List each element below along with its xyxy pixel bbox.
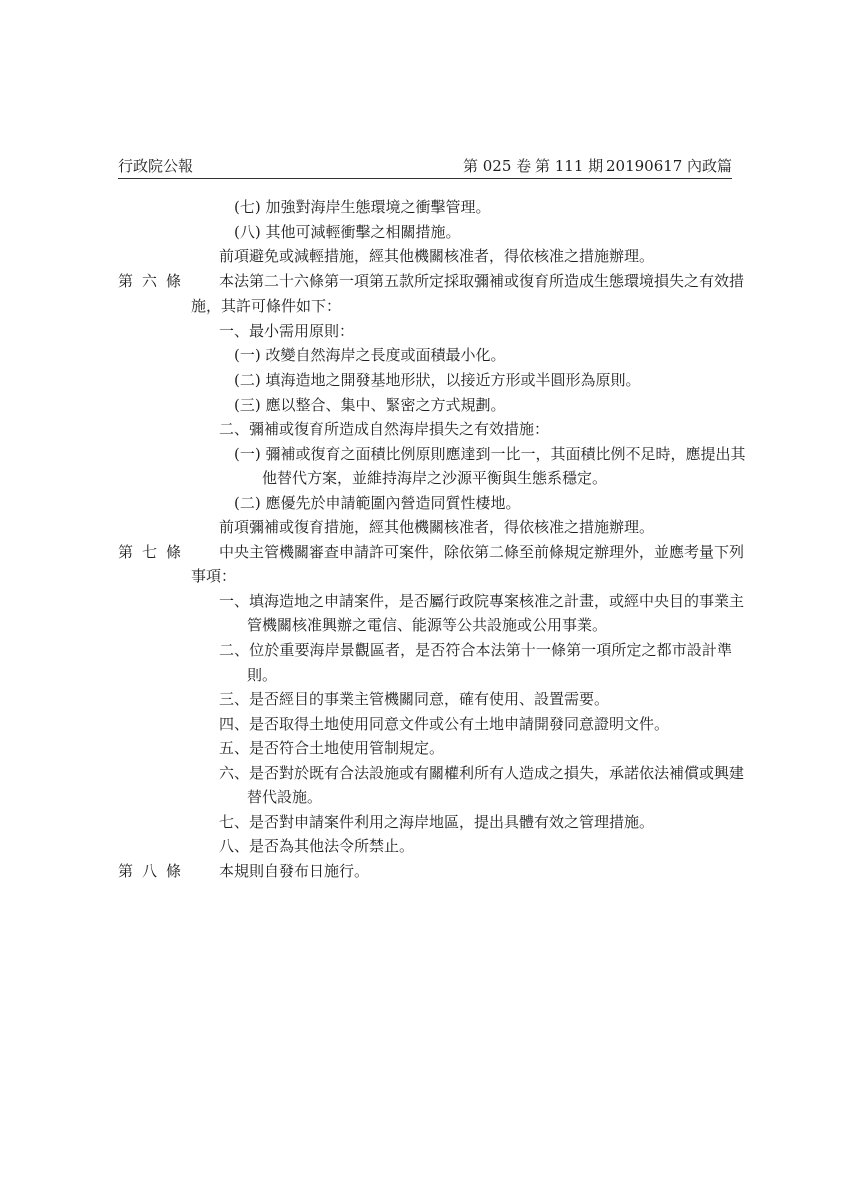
review-item-5: 五、是否符合土地使用管制規定。	[219, 739, 445, 757]
publication-date: 20190617	[606, 157, 683, 175]
item-7-strengthen-management: (七) 加強對海岸生態環境之衝擊管理。	[234, 198, 491, 216]
review-item-3: 三、是否經目的事業主管機關同意，確有使用、設置需要。	[219, 690, 610, 708]
article-6-text: 本法第二十六條第一項第五款所定採取彌補或復育所造成生態環境損失之有效措	[219, 272, 745, 290]
review-item-4: 四、是否取得土地使用同意文件或公有土地申請開發同意證明文件。	[219, 715, 670, 733]
article-8-text: 本規則自發布日施行。	[219, 862, 370, 880]
review-item-6-cont: 替代設施。	[247, 788, 323, 806]
principle-1-heading: 一、最小需用原則：	[219, 322, 355, 340]
review-item-2: 二、位於重要海岸景觀區者，是否符合本法第十一條第一項所定之都市設計準	[219, 641, 732, 659]
preceding-restoration-note: 前項彌補或復育措施，經其他機關核准者，得依核准之措施辦理。	[219, 518, 655, 536]
review-item-2-cont: 則。	[247, 666, 278, 684]
principle-2-item-1: (一) 彌補或復育之面積比例原則應達到一比一，其面積比例不足時，應提出其	[234, 445, 746, 463]
principle-2-item-2: (二) 應優先於申請範圍內營造同質性棲地。	[234, 494, 521, 512]
page-header	[118, 154, 732, 179]
review-item-8: 八、是否為其他法令所禁止。	[219, 837, 415, 855]
principle-1-item-2: (二) 填海造地之開發基地形狀，以接近方形或半圓形為原則。	[234, 371, 641, 389]
preceding-measures-note: 前項避免或減輕措施，經其他機關核准者，得依核准之措施辦理。	[219, 247, 655, 265]
article-8-label: 第八條	[118, 862, 191, 880]
section-name: 內政篇	[686, 157, 732, 175]
issue-number: 第 111 期	[535, 157, 604, 175]
review-item-1-cont: 管機關核准興辦之電信、能源等公共設施或公用事業。	[247, 616, 608, 634]
principle-1-item-1: (一) 改變自然海岸之長度或面積最小化。	[234, 346, 506, 364]
review-item-6: 六、是否對於既有合法設施或有關權利所有人造成之損失，承諾依法補償或興建	[219, 764, 745, 782]
article-6-text-cont: 施，其許可條件如下：	[191, 297, 342, 315]
volume-number: 第 025 卷	[463, 157, 532, 175]
review-item-7: 七、是否對申請案件利用之海岸地區，提出具體有效之管理措施。	[219, 813, 655, 831]
article-7-label: 第七條	[118, 543, 191, 561]
article-7-text-cont: 事項：	[191, 567, 237, 585]
principle-1-item-3: (三) 應以整合、集中、緊密之方式規劃。	[234, 396, 506, 414]
principle-2-heading: 二、彌補或復育所造成自然海岸損失之有效措施：	[219, 420, 550, 438]
article-7-text: 中央主管機關審查申請許可案件，除依第二條至前條規定辦理外，並應考量下列	[219, 543, 745, 561]
review-item-1: 一、填海造地之申請案件，是否屬行政院專案核准之計畫，或經中央目的事業主	[219, 592, 745, 610]
principle-2-item-1-cont: 他替代方案，並維持海岸之沙源平衡與生態系穩定。	[262, 469, 608, 487]
article-6-label: 第六條	[118, 272, 191, 290]
item-8-other-measures: (八) 其他可減輕衝擊之相關措施。	[234, 223, 461, 241]
publication-title: 行政院公報	[118, 157, 194, 175]
